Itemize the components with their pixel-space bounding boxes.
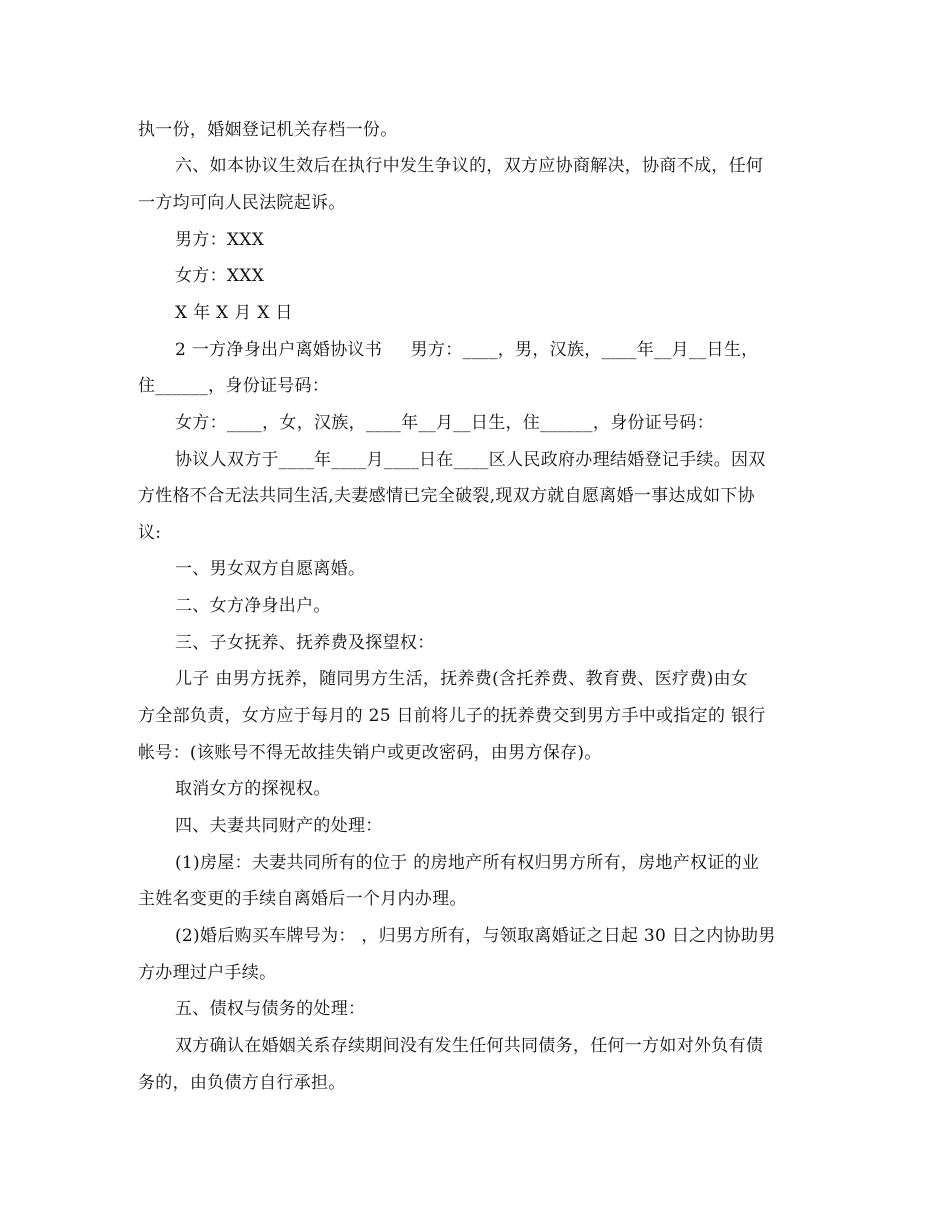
- text-line: 一、男女双方自愿离婚。: [175, 559, 366, 579]
- text-line: 女方：XXX: [175, 266, 265, 286]
- text-line: 一方均可向人民法院起诉。: [138, 193, 346, 213]
- text-line: 帐号：(该账号不得无故挂失销户或更改密码，由男方保存)。: [138, 743, 602, 763]
- text-line: 2 一方净身出户离婚协议书 男方：____，男，汉族，____年__月__日生，: [175, 340, 759, 360]
- text-line: 议:: [138, 523, 162, 543]
- text-line: 主姓名变更的手续自离婚后一个月内办理。: [138, 889, 467, 909]
- text-line: 方办理过户手续。: [138, 963, 277, 983]
- text-line: 务的，由负债方自行承担。: [138, 1073, 346, 1093]
- text-line: 方全部负责，女方应于每月的 25 日前将儿子的抚养费交到男方手中或指定的 银行: [138, 706, 766, 726]
- text-line: (2)婚后购买车牌号为： ，归男方所有，与领取离婚证之日起 30 日之内协助男: [175, 926, 776, 946]
- text-line: 协议人双方于____年____月____日在____区人民政府办理结婚登记手续。因双: [175, 450, 766, 470]
- text-line: 五、债权与债务的处理：: [175, 999, 366, 1019]
- text-line: 儿子 由男方抚养，随同男方生活，抚养费(含托养费、教育费、医疗费)由女: [175, 669, 749, 689]
- text-line: 女方：____，女，汉族，____年__月__日生，住______，身份证号码：: [175, 413, 714, 433]
- text-line: 四、夫妻共同财产的处理：: [175, 816, 383, 836]
- text-line: 执一份，婚姻登记机关存档一份。: [138, 120, 398, 140]
- text-line: 取消女方的探视权。: [175, 779, 331, 799]
- text-line: (1)房屋：夫妻共同所有的位于 的房地产所有权归男方所有，房地产权证的业: [175, 853, 760, 873]
- text-line: 双方确认在婚姻关系存续期间没有发生任何共同债务，任何一方如对外负有债: [175, 1036, 764, 1056]
- text-line: 住______，身份证号码：: [138, 376, 330, 396]
- text-line: 三、子女抚养、抚养费及探望权：: [175, 633, 435, 653]
- text-line: 六、如本协议生效后在执行中发生争议的，双方应协商解决，协商不成，任何: [175, 156, 764, 176]
- text-line: X 年 X 月 X 日: [175, 303, 293, 323]
- text-line: 男方：XXX: [175, 230, 265, 250]
- text-line: 二、女方净身出户。: [175, 596, 331, 616]
- text-line: 方性格不合无法共同生活,夫妻感情已完全破裂,现双方就自愿离婚一事达成如下协: [138, 486, 755, 506]
